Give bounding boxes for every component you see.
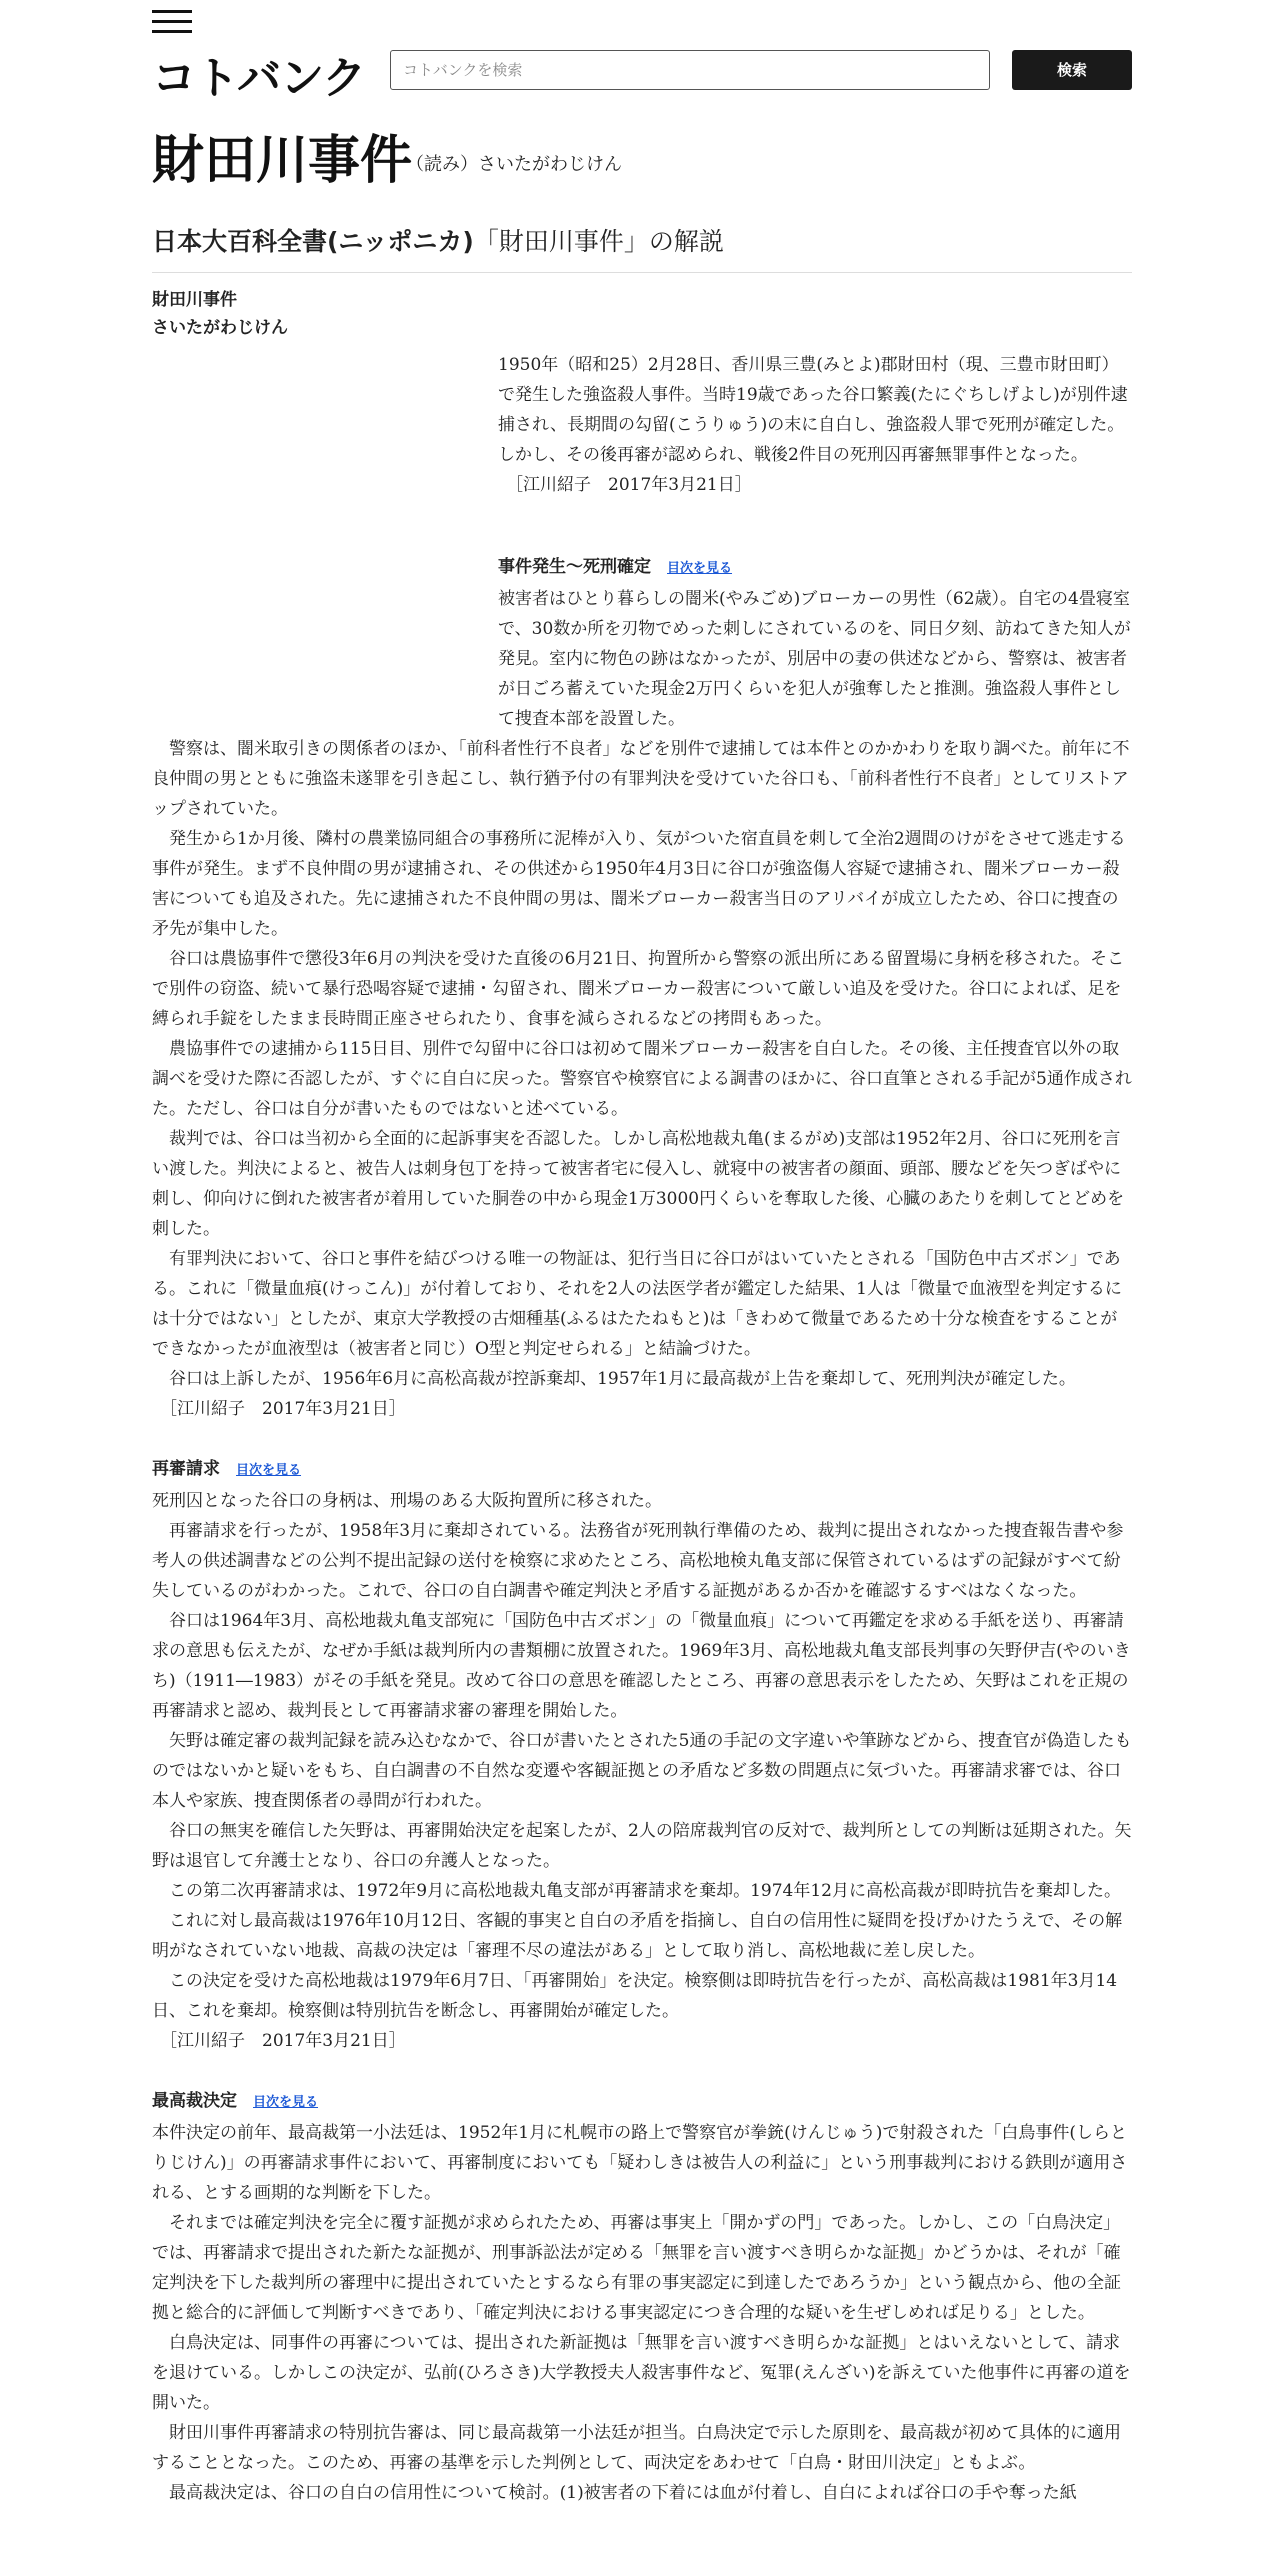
intro-block — [498, 350, 1132, 500]
paragraph: 谷口は農協事件で懲役3年6月の判決を受けた直後の6月21日、拘置所から警察の派出所にある留置場に身柄を移された。そこで別件の窃盗、続いて暴行恐喝容疑で逮捕・勾留され、闇米ブローカー殺害について厳しい追及を受けた。谷口によれば、足を縛られ手錠をしたまま長時間正座させられたり、食事を減らされるなどの拷問もあった。 — [152, 949, 1125, 1029]
paragraph: 谷口の無実を確信した矢野は、再審開始決定を起案したが、2人の陪席裁判官の反対で、裁判所としての判断は延期された。矢野は退官して弁護士となり、谷口の弁護人となった。 — [152, 1821, 1132, 1871]
paragraph: 死刑囚となった谷口の身柄は、刑場のある大阪拘置所に移された。 — [152, 1491, 662, 1511]
toc-link[interactable]: 目次を見る — [236, 1463, 302, 1478]
paragraph: 農協事件での逮捕から115日目、別件で勾留中に谷口は初めて闇米ブローカー殺害を自白した。その後、主任捜査官以外の取調べを受けた際に否認したが、すぐに自白に戻った。警察官や検察官による調書のほかに、谷口直筆とされる手記が5通作成された。ただし、谷口は自分が書いたものではないと述べている。 — [152, 1039, 1132, 1119]
intro-text: 1950年（昭和25）2月28日、香川県三豊(みとよ)郡財田村（現、三豊市財田町）で発生した強盗殺人事件。当時19歳であった谷口繁義(たにぐちしげよし)が別件逮捕され、長期間の勾留(こうりゅう)の末に自白し、強盗殺人罪で死刑が確定した。しかし、その後再審が認められ、戦後2件目の死刑囚再審無罪事件となった。 — [498, 355, 1128, 465]
paragraph: 再審請求を行ったが、1958年3月に棄却されている。法務省が死刑執行準備のため、裁判に提出されなかった捜査報告書や参考人の供述調書などの公判不提出記録の送付を検察に求めたところ、高松地検丸亀支部に保管されているはずの記録がすべて紛失しているのがわかった。これで、谷口の自白調書や確定判決と矛盾する証拠があるか否かを確認するすべはなくなった。 — [152, 1521, 1124, 1601]
paragraph: 矢野は確定審の裁判記録を読み込むなかで、谷口が書いたとされた5通の手記の文字違いや筆跡などから、捜査官が偽造したものではないかと疑いをもち、自白調書の不自然な変遷や客観証拠との矛盾など多数の問題点に気づいた。再審請求審では、谷口本人や家族、捜査関係者の尋問が行われた。 — [152, 1731, 1132, 1811]
section-heading — [152, 1454, 1132, 1486]
intro-author: ［江川紹子 2017年3月21日］ — [506, 475, 752, 495]
paragraph: これに対し最高裁は1976年10月12日、客観的事実と自白の矛盾を指摘し、自白の信用性に疑問を投げかけたうえで、その解明がなされていない地裁、高裁の決定は「審理不尽の違法がある」として取り消し、高松地裁に差し戻した。 — [152, 1911, 1123, 1961]
paragraph: 発生から1か月後、隣村の農業協同組合の事務所に泥棒が入り、気がついた宿直員を刺して全治2週間のけがをさせて逃走する事件が発生。まず不良仲間の男が逮捕され、その供述から1950年4月3日に谷口が強盗傷人容疑で逮捕され、闇米ブローカー殺害についても追及された。先に逮捕された不良仲間の男は、闇米ブローカー殺害当日のアリバイが成立したため、谷口に捜査の矛先が集中した。 — [152, 829, 1126, 939]
entry-head — [152, 286, 288, 342]
section-title: 事件発生～死刑確定 — [498, 557, 651, 577]
section-heading — [152, 552, 1132, 584]
section-author: ［江川紹子 2017年3月21日］ — [160, 2031, 406, 2051]
section-title: 再審請求 — [152, 1459, 220, 1479]
paragraph: 裁判では、谷口は当初から全面的に起訴事実を否認した。しかし高松地裁丸亀(まるがめ)支部は1952年2月、谷口に死刑を言い渡した。判決によると、被告人は刺身包丁を持って被害者宅に侵入し、就寝中の被害者の顔面、頭部、腰などを矢つぎばやに刺し、仰向けに倒れた被害者が着用していた胴巻の中から現金1万3000円くらいを奪取した後、心臓のあたりを刺してとどめを刺した。 — [152, 1129, 1125, 1239]
entry-head-reading: さいたがわじけん — [152, 318, 288, 338]
entry-head-title: 財田川事件 — [152, 290, 237, 310]
source-heading — [152, 222, 1132, 273]
paragraph: 本件決定の前年、最高裁第一小法廷は、1952年1月に札幌市の路上で警察官が拳銃(けんじゅう)で射殺された「白鳥事件(しらとりじけん)」の再審請求事件において、再審制度においても「疑わしきは被告人の利益に」という刑事裁判における鉄則が適用される、とする画期的な判断を下した。 — [152, 2123, 1128, 2203]
paragraph: この決定を受けた高松地裁は1979年6月7日、「再審開始」を決定。検察側は即時抗告を行ったが、高松高裁は1981年3月14日、これを棄却。検察側は特別抗告を断念し、再審開始が確定した。 — [152, 1971, 1118, 2021]
article-body — [152, 552, 1132, 2508]
section-author: ［江川紹子 2017年3月21日］ — [160, 1399, 406, 1419]
paragraph: 谷口は1964年3月、高松地裁丸亀支部宛に「国防色中古ズボン」の「微量血痕」について再鑑定を求める手紙を送り、再審請求の意思も伝えたが、なぜか手紙は裁判所内の書類棚に放置された。1969年3月、高松地裁丸亀支部長判事の矢野伊吉(やのいきち)（1911―1983）がその手紙を発見。改めて谷口の意思を確認したところ、再審の意思表示をしたため、矢野はこれを正規の再審請求と認め、裁判長として再審請求審の審理を開始した。 — [152, 1611, 1131, 1721]
toc-link[interactable]: 目次を見る — [667, 561, 733, 576]
paragraph: それまでは確定判決を完全に覆す証拠が求められたため、再審は事実上「開かずの門」であった。しかし、この「白鳥決定」では、再審請求で提出された新たな証拠が、刑事訴訟法が定める「無罪を言い渡すべき明らかな証拠」かどうかは、それが「確定判決を下した裁判所の審理中に提出されていたとするなら有罪の事実認定に到達したであろうか」という観点から、他の全証拠と総合的に評価して判断すべきであり、「確定判決における事実認定につき合理的な疑いを生ぜしめれば足りる」とした。 — [152, 2213, 1121, 2323]
paragraph: 白鳥決定は、同事件の再審については、提出された新証拠は「無罪を言い渡すべき明らかな証拠」とはいえないとして、請求を退けている。しかしこの決定が、弘前(ひろさき)大学教授夫人殺害事件など、冤罪(えんざい)を訴えていた他事件に再審の道を開いた。 — [152, 2333, 1131, 2413]
hamburger-menu-icon[interactable] — [152, 10, 192, 34]
paragraph: 谷口は上訴したが、1956年6月に高松高裁が控訴棄却、1957年1月に最高裁が上告を棄却して、死刑判決が確定した。 — [169, 1369, 1076, 1389]
paragraph: 警察は、闇米取引きの関係者のほか、「前科者性行不良者」などを別件で逮捕しては本件とのかかわりを取り調べた。前年に不良仲間の男とともに強盗未遂罪を引き起こし、執行猶予付の有罪判決を受けていた谷口も、「前科者性行不良者」としてリストアップされていた。 — [152, 739, 1130, 819]
paragraph: 最高裁決定は、谷口の自白の信用性について検討。(1)被害者の下着には血が付着し、自白によれば谷口の手や奪った紙 — [169, 2483, 1077, 2503]
paragraph: この第二次再審請求は、1972年9月に高松地裁丸亀支部が再審請求を棄却。1974年12月に高松高裁が即時抗告を棄却した。 — [169, 1881, 1121, 1901]
source-suffix: 「財田川事件」の解説 — [473, 227, 724, 256]
paragraph: 財田川事件再審請求の特別抗告審は、同じ最高裁第一小法廷が担当。白鳥決定で示した原則を、最高裁が初めて具体的に適用することとなった。このため、再審の基準を示した判例として、両決定をあわせて「白鳥・財田川決定」ともよぶ。 — [152, 2423, 1121, 2473]
section-heading — [152, 2086, 1132, 2118]
page-title: 財田川事件 — [152, 131, 413, 191]
paragraph: 有罪判決において、谷口と事件を結びつける唯一の物証は、犯行当日に谷口がはいていたとされる「国防色中古ズボン」である。これに「微量血痕(けっこん)」が付着しており、それを2人の法医学者が鑑定した結果、1人は「微量で血液型を判定するには十分ではない」としたが、東京大学教授の古畑種基(ふるはたたねもと)は「きわめて微量であるため十分な検査をすることができなかったが血液型は（被害者と同じ）O型と判定せられる」と結論づけた。 — [152, 1249, 1122, 1359]
search-input[interactable]: コトバンクを検索 — [390, 50, 990, 90]
toc-link[interactable]: 目次を見る — [253, 2095, 319, 2110]
section-title: 最高裁決定 — [152, 2091, 237, 2111]
site-logo[interactable]: コトバンク — [152, 53, 366, 104]
title-reading: （読み）さいたがわじけん — [406, 154, 622, 175]
source-name: 日本大百科全書(ニッポニカ) — [152, 227, 474, 256]
search-button[interactable]: 検索 — [1012, 50, 1132, 90]
paragraph: 被害者はひとり暮らしの闇米(やみごめ)ブローカーの男性（62歳）。自宅の4畳寝室で、30数か所を刃物でめった刺しにされているのを、同日夕刻、訪ねてきた知人が発見。室内に物色の跡はなかったが、別居中の妻の供述などから、警察は、被害者が日ごろ蓄えていた現金2万円くらいを犯人が強奪したと推測。強盗殺人事件として捜査本部を設置した。 — [498, 589, 1131, 729]
